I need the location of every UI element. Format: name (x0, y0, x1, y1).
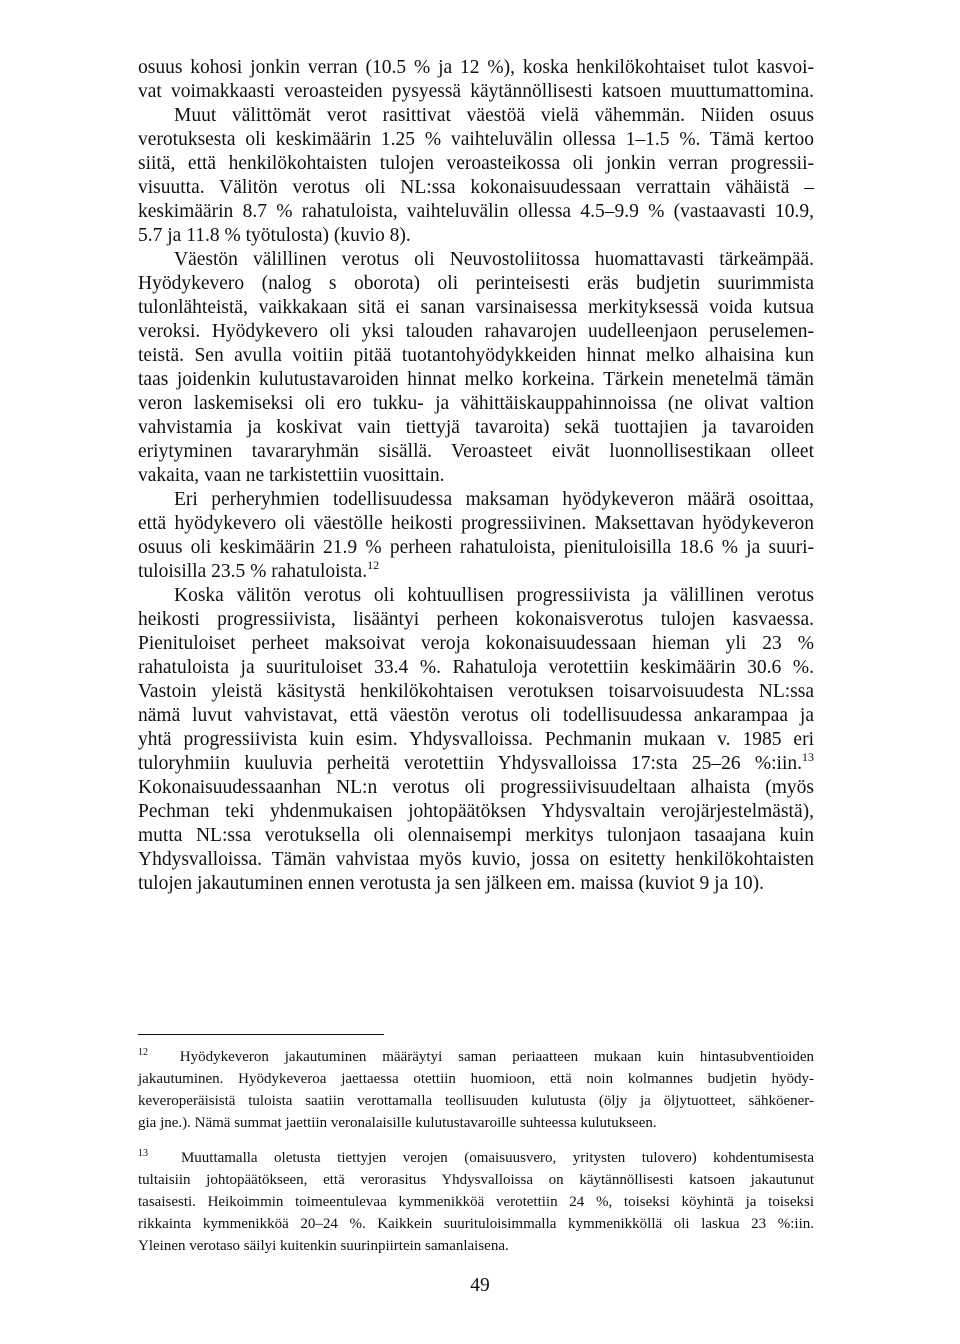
text-line: nämä luvut vahvistavat, että väestön verotus oli todellisuudessa ankarampaa ja (138, 705, 814, 726)
text-line: osuus kohosi jonkin verran (10.5 % ja 12 %), koska henkilökohtaiset tulot kasvoi- (138, 57, 814, 78)
text-line: tulojen jakautuminen ennen verotusta ja sen jälkeen em. maissa (kuviot 9 ja 10). (138, 873, 764, 894)
footnote-line (138, 1048, 814, 1066)
footnote-text: Hyödykeveron jakautuminen määräytyi saman periaatteen mukaan kuin hintasubventioiden (179, 1049, 815, 1065)
page-number: 49 (470, 1275, 490, 1296)
text-line: Eri perheryhmien todellisuudessa maksaman hyödykeveron määrä osoittaa, (174, 489, 814, 510)
text-line: Kokonaisuudessaanhan NL:n verotus oli progressiivisuudeltaan alhaista (myös (138, 777, 814, 798)
text-line: Väestön välillinen verotus oli Neuvostoliitossa huomattavasti tärkeämpää. (174, 249, 814, 270)
text-line: vakaita, vaan ne tarkistettiin vuosittain. (138, 465, 445, 486)
footnote-ref: 12 (367, 558, 380, 572)
text-line: veron laskemiseksi oli ero tukku- ja vähittäiskauppahinnoissa (ne olivat valtion (138, 393, 814, 414)
text-line (138, 560, 814, 583)
text-line-content: tuloryhmiin kuuluvia perheitä verotettiin Yhdysvalloissa 17:sta 25–26 %:iin. (138, 753, 802, 774)
text-line: Vastoin yleistä käsitystä henkilökohtaisen verotuksen toisarvoisuudesta NL:ssa (138, 681, 814, 702)
footnote-text: Muuttamalla oletusta tiettyjen verojen (omaisuusvero, yritysten tulovero) kohdentumisesta (180, 1150, 814, 1166)
text-line: Yhdysvalloissa. Tämän vahvistaa myös kuvio, jossa on esitetty henkilökohtaisten (138, 849, 814, 870)
text-line: tulonlähteistä, vaikkakaan sitä ei sanan varsinaisessa merkityksessä voida kutsua (138, 297, 814, 318)
text-line: heikosti progressiivista, lisääntyi perheen kokonaisverotus tulojen kasvaessa. (138, 609, 814, 630)
text-line: että hyödykevero oli väestölle heikosti progressiivinen. Maksettavan hyödykeveron (138, 513, 814, 534)
text-line: Hyödykevero (nalog s oborota) oli perinteisesti eräs budjetin suurimmista (138, 273, 814, 294)
footnote-line: gia jne.). Nämä summat jaettiin veronalaisille kulutustavaroille suhteessa kulutukseen. (138, 1115, 657, 1131)
text-line: yhtä progressiivista kuin esim. Yhdysvalloissa. Pechmanin mukaan v. 1985 eri (138, 729, 814, 750)
text-line: keskimäärin 8.7 % rahatuloista, vaihteluvälin ollessa 4.5–9.9 % (vastaavasti 10.9, (138, 201, 814, 222)
text-line: taas joidenkin kulutustavaroiden hinnat melko korkeina. Tärkein menetelmä tämän (138, 369, 814, 390)
footnote-line (138, 1149, 814, 1167)
text-line: Pienituloiset perheet maksoivat veroja kokonaisuudessaan hieman yli 23 % (138, 633, 814, 654)
text-line: veroksi. Hyödykevero oli yksi talouden rahavarojen uudelleenjaon peruselemen- (138, 321, 814, 342)
footnote-line: jakautuminen. Hyödykeveroa jaettaessa otettiin huomioon, että noin kolmannes budjetin hyödy- (138, 1071, 814, 1087)
text-line: 5.7 ja 11.8 % työtulosta) (kuvio 8). (138, 225, 411, 246)
footnote-line: keveroperäisistä tuloista saatiin verottamalla teollisuuden kulutusta (öljy ja öljytuotteet, sähköener- (138, 1093, 814, 1109)
text-line: siitä, että henkilökohtaisten tulojen veroasteikossa oli jonkin verran progressii- (138, 153, 814, 174)
text-line: Muut välittömät verot rasittivat väestöä vielä vähemmän. Niiden osuus (174, 105, 814, 126)
text-line: eriytyminen tavararyhmän sisällä. Veroasteet eivät luonnollisestikaan olleet (138, 441, 814, 462)
footnote-separator (138, 1034, 384, 1035)
text-line: vahvistamia ja koskivat vain tiettyjä tavaroita) sekä tuottajien ja tavaroiden (138, 417, 814, 438)
footnote-line: Yleinen verotaso säilyi kuitenkin suurinpiirtein samanlaisena. (138, 1238, 509, 1254)
text-line: verotuksesta oli keskimäärin 1.25 % vaihteluvälin ollessa 1–1.5 %. Tämä kertoo (138, 129, 814, 150)
text-line: teistä. Sen avulla voitiin pitää tuotantohyödykkeiden hinnat melko alhaisina kun (138, 345, 814, 366)
footnote-line: rikkainta kymmenikköä 20–24 %. Kaikkein suurituloisimmalla kymmenikköllä oli laskua 23 %:iin. (138, 1216, 814, 1232)
text-line: vat voimakkaasti veroasteiden pysyessä käytännöllisesti katsoen muuttumattomina. (138, 81, 814, 102)
text-line (138, 752, 814, 775)
footnote-line: tasaisesti. Heikoimmin toimeentulevaa kymmenikköä verotettiin 24 %, toiseksi köyhintä ja toiseksi (138, 1194, 814, 1210)
footnote-number: 13 (138, 1148, 148, 1159)
footnote-ref: 13 (802, 750, 814, 764)
text-line: Koska välitön verotus oli kohtuullisen progressiivista ja välillinen verotus (174, 585, 814, 606)
footnote-line: tultaisiin johtopäätökseen, että verorasitus Yhdysvalloissa on käytännöllisesti katsoen jakautunut (138, 1172, 814, 1188)
text-line: mutta NL:ssa verotuksella oli olennaisempi merkitys tulonjaon tasaajana kuin (138, 825, 814, 846)
footnote-number: 12 (138, 1047, 148, 1058)
text-line: rahatuloista ja suurituloiset 33.4 %. Rahatuloja verotettiin keskimäärin 30.6 %. (138, 657, 814, 678)
text-line-content: tuloisilla 23.5 % rahatuloista. (138, 561, 368, 582)
text-line: osuus oli keskimäärin 21.9 % perheen rahatuloista, pienituloisilla 18.6 % ja suuri- (138, 537, 814, 558)
text-line: Pechman teki yhdenmukaisen johtopäätöksen Yhdysvaltain verojärjestelmästä), (138, 801, 814, 822)
text-line: visuutta. Välitön verotus oli NL:ssa kokonaisuudessaan verrattain vähäistä – (138, 177, 814, 198)
